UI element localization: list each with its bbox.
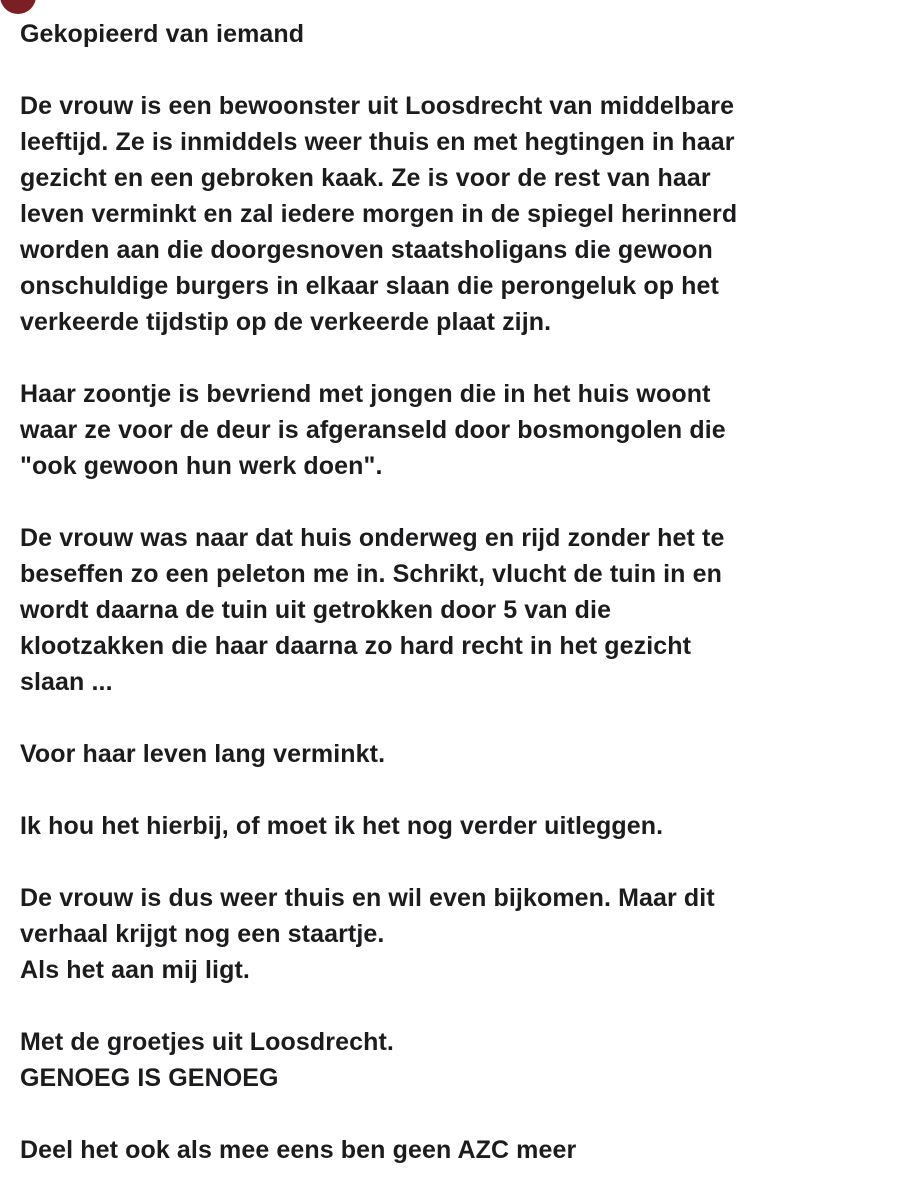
post-paragraph-3: De vrouw was naar dat huis onderweg en rijd zonder het te beseffen zo een peleton me in. Schrikt, vlucht de tuin in en wordt daarna de tuin uit getrokken door 5 van die klootzakken die haar daarna zo hard recht in het gezicht slaan ... bbox=[20, 524, 725, 696]
post-paragraph-4: Voor haar leven lang verminkt. bbox=[20, 740, 386, 768]
post-header: Gekopieerd van iemand bbox=[20, 20, 305, 48]
post-paragraph-7: Met de groetjes uit Loosdrecht. GENOEG IS GENOEG bbox=[20, 1028, 394, 1092]
post-paragraph-2: Haar zoontje is bevriend met jongen die in het huis woont waar ze voor de deur is afgeranseld door bosmongolen die "ook gewoon hun werk doen". bbox=[20, 380, 726, 480]
post-paragraph-5: Ik hou het hierbij, of moet ik het nog verder uitleggen. bbox=[20, 812, 664, 840]
post-paragraph-8: Deel het ook als mee eens ben geen AZC meer bbox=[20, 1136, 577, 1164]
post-paragraph-1: De vrouw is een bewoonster uit Loosdrecht van middelbare leeftijd. Ze is inmiddels weer thuis en met hegtingen in haar gezicht en een gebroken kaak. Ze is voor de rest van haar leven verminkt en zal iedere morgen in de spiegel herinnerd worden aan die doorgesnoven staatsholigans die gewoon onschuldige burgers in elkaar slaan die perongeluk op het verkeerde tijdstip op de verkeerde plaat zijn. bbox=[20, 92, 738, 336]
avatar[interactable] bbox=[0, 0, 36, 14]
post-body bbox=[20, 16, 905, 1168]
post-paragraph-6: De vrouw is dus weer thuis en wil even bijkomen. Maar dit verhaal krijgt nog een staartje. Als het aan mij ligt. bbox=[20, 884, 715, 984]
